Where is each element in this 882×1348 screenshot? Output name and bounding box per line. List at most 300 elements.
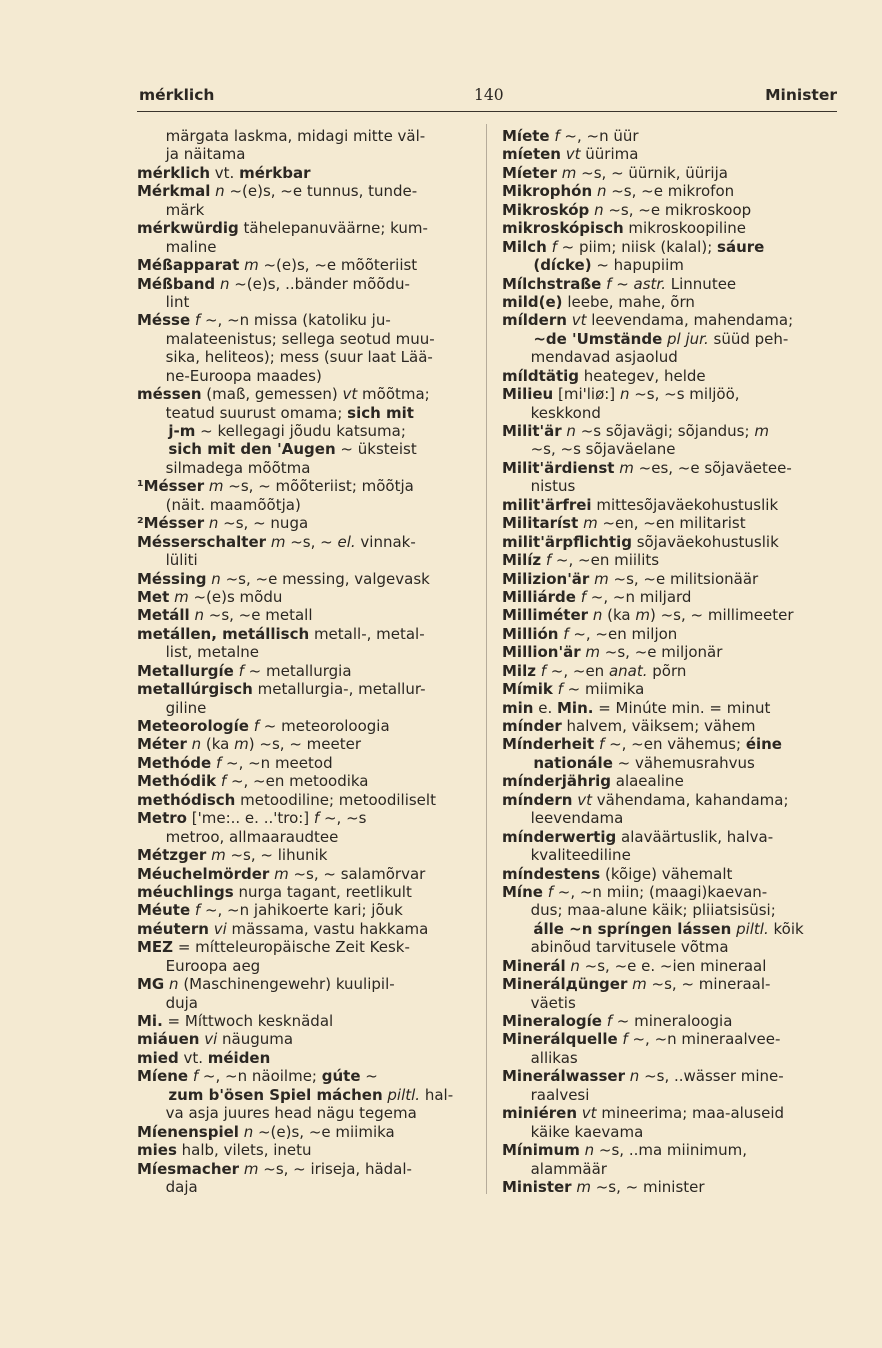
entry-line — [502, 238, 838, 256]
grammar-label: f — [238, 661, 244, 680]
entry-line — [137, 348, 477, 366]
entry-text: mittesõjaväekohustuslik — [591, 495, 779, 514]
entry-text: ~s, ~ minister — [590, 1177, 705, 1196]
entry-line — [502, 606, 838, 624]
entry-line — [502, 883, 838, 901]
entry-line — [137, 1104, 477, 1122]
grammar-label: n — [596, 182, 607, 201]
entry-text: mineerima; maa-aluseid — [596, 1104, 785, 1123]
headword: zum b'ösen Spiel máchen — [137, 1085, 383, 1104]
headword: Míete — [502, 127, 550, 145]
headword: mies — [137, 1141, 177, 1160]
entry-line — [137, 164, 477, 182]
entry-line — [502, 293, 838, 311]
grammar-label: m — [576, 1177, 591, 1196]
entry-line — [502, 662, 838, 680]
headword: Míene — [137, 1067, 189, 1086]
entry-text: e. — [533, 698, 557, 717]
entry-line — [137, 846, 477, 864]
entry-text: raalvesi — [502, 1085, 590, 1104]
entry-text: dus; maa-alune käik; pliiatsisüsi; — [502, 901, 776, 920]
entry-text: leevendama — [502, 809, 624, 828]
entry-line — [502, 477, 838, 495]
grammar-label: f — [606, 1012, 613, 1030]
entry-text: ~en, ~en militarist — [597, 514, 746, 533]
headword: j-m — [137, 422, 196, 440]
entry-text: nistus — [502, 477, 576, 496]
entry-line — [502, 717, 838, 735]
entry-line — [137, 938, 477, 956]
headword: milit'ärfrei — [502, 495, 592, 514]
headword: míldern — [502, 311, 567, 330]
entry-line — [502, 330, 838, 348]
entry-text: kõik — [768, 919, 804, 938]
headword: méssen — [137, 385, 202, 404]
entry-text: süüd peh- — [708, 329, 789, 348]
entry-text: alaealine — [610, 772, 684, 791]
entry-line — [137, 385, 477, 403]
grammar-label: f — [194, 901, 201, 920]
headword: mied — [137, 1048, 179, 1067]
entry-text: halb, vilets, inetu — [176, 1141, 312, 1160]
headword: Mínderheit — [502, 735, 595, 754]
entry-text: vähendama, kahandama; — [591, 790, 789, 809]
page-header — [0, 86, 882, 108]
grammar-label: n — [592, 606, 603, 625]
grammar-label: n — [566, 422, 576, 440]
headword: Mésse — [137, 311, 191, 330]
headword: Méter — [137, 735, 187, 754]
entry-line — [137, 367, 477, 385]
entry-line — [137, 404, 477, 422]
grammar-label: piltl. — [736, 919, 769, 938]
entry-line — [502, 311, 838, 329]
grammar-label: el. — [337, 532, 356, 551]
entry-line — [137, 901, 477, 919]
entry-text: ~s, ~ mõõteriist; mõõtja — [223, 477, 414, 496]
entry-text: (maß, gemessen) — [201, 385, 343, 404]
entry-line — [137, 145, 477, 163]
header-rule — [137, 111, 837, 112]
entry-text: ~s, ..wässer mine- — [639, 1067, 784, 1086]
entry-text: ~s, ~e mikroskoop — [603, 200, 752, 219]
entry-text: ~, ~en miljon — [568, 624, 678, 643]
headword: éine — [745, 735, 782, 754]
entry-line — [137, 127, 477, 145]
entry-text: ~ üksteist — [335, 440, 417, 459]
entry-text: ~s, ~ mineraal- — [646, 975, 771, 994]
entry-line — [502, 385, 838, 403]
headword: Minerálwasser — [502, 1067, 625, 1086]
entry-line — [502, 828, 838, 846]
headword: MG — [137, 975, 165, 994]
entry-line — [502, 440, 838, 458]
entry-line — [137, 883, 477, 901]
entry-text: mikroskoopiline — [623, 219, 746, 238]
grammar-label: m — [208, 477, 224, 496]
entry-line — [137, 1067, 477, 1085]
left-guideword: mérklich — [139, 86, 215, 104]
entry-line — [137, 1123, 477, 1141]
entry-line — [502, 865, 838, 883]
entry-line — [502, 735, 838, 753]
entry-text: üürima — [580, 145, 639, 164]
entry-text: (ka — [602, 606, 636, 625]
entry-text: heategev, helde — [579, 366, 706, 385]
entry-line — [502, 1049, 838, 1067]
entry-text: ne-Euroopa maades) — [137, 366, 322, 385]
entry-line — [137, 1049, 477, 1067]
grammar-label: f — [547, 882, 553, 901]
headword: Milliméter — [502, 606, 589, 625]
grammar-label: m — [274, 864, 289, 883]
grammar-label: m — [583, 514, 598, 533]
entry-text: väetis — [502, 993, 576, 1012]
headword: Methódik — [137, 772, 217, 791]
headword: (dícke) — [502, 256, 592, 275]
grammar-label: f — [554, 127, 560, 145]
entry-line — [502, 1104, 838, 1122]
headword: míeten — [502, 145, 561, 164]
entry-text: mässama, vastu hakkama — [226, 919, 429, 938]
entry-line — [137, 256, 477, 274]
entry-line — [502, 1086, 838, 1104]
grammar-label: m — [561, 163, 577, 182]
entry-line — [137, 182, 477, 200]
entry-text: ~ — [611, 274, 634, 293]
grammar-label: f — [622, 1030, 628, 1049]
left-column — [137, 127, 477, 1196]
grammar-label: f — [540, 661, 547, 680]
headword: Mérkmal — [137, 182, 211, 201]
headword: Mílchstraße — [502, 274, 602, 293]
column-divider — [486, 124, 487, 1194]
entry-text: ~s, ~ nuga — [218, 514, 309, 533]
entry-text: keskkond — [502, 403, 601, 422]
entry-line — [137, 643, 477, 661]
entry-text: ~ miimika — [562, 680, 645, 699]
entry-text: abinõud tarvitusele võtma — [502, 938, 729, 957]
entry-line — [502, 1178, 838, 1196]
entry-line — [137, 680, 477, 698]
entry-line — [502, 1141, 838, 1159]
headword: mérkbar — [239, 163, 311, 182]
entry-line — [502, 570, 838, 588]
headword: Minerálquelle — [502, 1030, 618, 1049]
entry-line — [137, 330, 477, 348]
entry-line — [502, 938, 838, 956]
grammar-label: n — [169, 975, 179, 994]
grammar-label: f — [253, 717, 260, 735]
headword: Méßapparat — [137, 256, 240, 275]
headword: Míenenspiel — [137, 1122, 239, 1141]
entry-text: alaväärtuslik, halva- — [616, 827, 774, 846]
headword: Mésserschalter — [137, 532, 267, 551]
grammar-label: f — [580, 587, 586, 606]
headword: ²Mésser — [137, 514, 205, 533]
entry-text: ~, ~n jahikoerte kari; jõuk — [200, 901, 403, 920]
right-guideword: Minister — [765, 86, 837, 104]
headword: Milliárde — [502, 587, 576, 606]
headword: metállen, metállisch — [137, 624, 310, 643]
entry-line — [137, 440, 477, 458]
entry-text: teatud suurust omama; — [137, 403, 348, 422]
entry-line — [502, 256, 838, 274]
headword: Metro — [137, 809, 187, 828]
entry-text: hal- — [420, 1085, 454, 1104]
entry-text: ~ hapupiim — [591, 256, 684, 275]
headword: Million'är — [502, 643, 581, 662]
entry-text: maline — [137, 237, 217, 256]
entry-text: ~, ~s — [319, 809, 367, 828]
entry-text: allikas — [502, 1048, 578, 1067]
headword: Míne — [502, 882, 543, 901]
entry-text: halvem, väiksem; vähem — [561, 717, 756, 735]
entry-text: = Míttwoch kesknädal — [162, 1012, 334, 1030]
headword: méutern — [137, 919, 209, 938]
headword: milit'ärpflichtig — [502, 532, 632, 551]
headword: Méßband — [137, 274, 216, 293]
entry-line — [137, 865, 477, 883]
headword: míndern — [502, 790, 573, 809]
entry-line — [137, 1178, 477, 1196]
entry-text: ja näitama — [137, 145, 246, 164]
grammar-label: n — [208, 514, 219, 533]
entry-text: ~, ~n mineraalvee- — [627, 1030, 781, 1049]
entry-text: ~s, ~s miljöö, — [629, 385, 740, 404]
entry-line — [137, 1160, 477, 1178]
entry-text: ~s, ~s sõjaväelane — [502, 440, 676, 459]
entry-text: ~s, ~e e. ~ien mineraal — [579, 956, 767, 975]
grammar-label: f — [313, 809, 320, 828]
headword: Metallurgíe — [137, 661, 234, 680]
entry-line — [502, 625, 838, 643]
grammar-label: f — [220, 772, 227, 791]
headword: Militaríst — [502, 514, 579, 533]
entry-text: vt. — [178, 1048, 208, 1067]
grammar-label: m — [234, 735, 249, 754]
entry-text: ~s, ~ salamõrvar — [288, 864, 426, 883]
headword: metallúrgisch — [137, 680, 253, 699]
entry-line — [502, 422, 838, 440]
entry-text: (ka — [201, 735, 235, 754]
entry-text: ~s, ~e mikrofon — [606, 182, 735, 201]
entry-line — [137, 477, 477, 495]
entry-text: Linnutee — [666, 274, 737, 293]
grammar-label: vt — [577, 790, 592, 809]
entry-line — [502, 699, 838, 717]
entry-line — [502, 201, 838, 219]
grammar-label: n — [191, 735, 202, 754]
entry-text: alammäär — [502, 1159, 607, 1178]
entry-text: märk — [137, 200, 205, 219]
entry-line — [502, 680, 838, 698]
entry-text: ~(e)s, ~e miimika — [253, 1122, 395, 1141]
grammar-label: n — [594, 200, 604, 219]
entry-text: vinnak- — [355, 532, 416, 551]
entry-line — [502, 219, 838, 237]
entry-text: = Minúte min. = minut — [593, 698, 771, 717]
entry-text: ~, ~en miilits — [551, 551, 660, 570]
grammar-label: n — [194, 606, 204, 625]
headword: mínderjährig — [502, 772, 611, 791]
entry-line — [137, 219, 477, 237]
grammar-label: m — [243, 1159, 259, 1178]
entry-text: giline — [137, 698, 207, 717]
headword: méiden — [207, 1048, 271, 1067]
headword: miáuen — [137, 1030, 200, 1049]
entry-text: ~s, ~ lihunik — [225, 846, 328, 865]
grammar-label: vi — [213, 919, 227, 938]
entry-text: ) ~s, ~ millimeeter — [649, 606, 794, 625]
headword: mild(e) — [502, 292, 563, 311]
entry-text: leevendama, mahendama; — [586, 311, 794, 330]
grammar-label: m — [632, 975, 647, 994]
headword: Milch — [502, 237, 547, 256]
headword: míldtätig — [502, 366, 579, 385]
entry-line — [502, 164, 838, 182]
entry-text: ~ metallurgia — [243, 661, 352, 680]
entry-text: metoodiline; metoodiliselt — [235, 790, 436, 809]
entry-line — [137, 293, 477, 311]
entry-line — [137, 809, 477, 827]
entry-line — [502, 514, 838, 532]
entry-text: ~, ~en — [546, 661, 609, 680]
entry-text: ~ kellegagi jõudu katsuma; — [195, 422, 406, 440]
entry-text: lint — [137, 292, 190, 311]
headword: ¹Mésser — [137, 477, 205, 496]
entry-text: ) ~s, ~ meeter — [248, 735, 362, 754]
page-number: 140 — [474, 86, 504, 104]
grammar-label: n — [215, 182, 225, 201]
entry-text: ~(e)s mõdu — [188, 587, 283, 606]
entry-line — [137, 735, 477, 753]
headword: Mineralogíe — [502, 1012, 602, 1030]
entry-text: va asja juures head nägu tegema — [137, 1104, 417, 1123]
headword: Mikroskóp — [502, 200, 590, 219]
entry-line — [137, 588, 477, 606]
headword: nationále — [502, 753, 613, 772]
headword: Meteorologíe — [137, 717, 249, 735]
entry-text: ~(e)s, ..bänder mõõdu- — [229, 274, 410, 293]
headword: Minister — [502, 1177, 572, 1196]
entry-text: nurga tagant, reetlikult — [233, 882, 412, 901]
entry-line — [137, 1141, 477, 1159]
entry-line — [502, 754, 838, 772]
entry-text: tähelepanuväärne; kum- — [238, 219, 428, 238]
entry-line — [137, 459, 477, 477]
entry-line — [502, 920, 838, 938]
entry-line — [137, 920, 477, 938]
grammar-label: n — [211, 569, 221, 588]
grammar-label: f — [194, 311, 201, 330]
entry-line — [502, 846, 838, 864]
headword: Milíz — [502, 551, 542, 570]
entry-line — [502, 957, 838, 975]
entry-text: ~ meteoroloogia — [259, 717, 390, 735]
grammar-label: n — [570, 956, 580, 975]
grammar-label: vt — [571, 311, 587, 330]
grammar-label: m — [211, 846, 226, 865]
grammar-label: pl jur. — [667, 329, 709, 348]
entry-text: leebe, mahe, õrn — [562, 292, 695, 311]
entry-text: ~ piim; niisk (kalal); — [556, 237, 718, 256]
entry-line — [502, 809, 838, 827]
entry-line — [137, 754, 477, 772]
entry-text: ~(e)s, ~e mõõteriist — [258, 256, 418, 275]
grammar-label: f — [192, 1067, 199, 1086]
entry-text: ~(e)s, ~e tunnus, tunde- — [224, 182, 418, 201]
entry-text: metall-, metal- — [309, 624, 425, 643]
entry-text: ~s, ~ — [285, 532, 338, 551]
headword: mikroskópisch — [502, 219, 624, 238]
entry-text: list, metalne — [137, 643, 259, 662]
headword: Míeter — [502, 163, 557, 182]
entry-line — [502, 182, 838, 200]
entry-text: metroo, allmaaraudtee — [137, 827, 339, 846]
grammar-label: m — [585, 643, 600, 662]
headword: mérkwürdig — [137, 219, 239, 238]
entry-text: ~s, ~e metall — [203, 606, 313, 625]
entry-text: ~, ~n miljard — [586, 587, 692, 606]
grammar-label: f — [557, 680, 563, 699]
entry-line — [502, 588, 838, 606]
entry-text: vt. — [210, 163, 240, 182]
entry-text: ~ — [360, 1067, 378, 1086]
grammar-label: m — [635, 606, 650, 625]
entry-line — [502, 496, 838, 514]
headword: Milieu — [502, 385, 554, 404]
entry-line — [502, 901, 838, 919]
entry-line — [502, 772, 838, 790]
entry-text: ~ vähemusrahvus — [612, 753, 755, 772]
headword: míndestens — [502, 864, 601, 883]
grammar-label: f — [563, 624, 569, 643]
entry-line — [137, 606, 477, 624]
entry-line — [137, 1012, 477, 1030]
entry-line — [137, 514, 477, 532]
entry-text: näuguma — [217, 1030, 294, 1049]
entry-text: ~es, ~e sõjaväetee- — [633, 458, 792, 477]
entry-line — [502, 367, 838, 385]
headword: Mímik — [502, 680, 553, 699]
entry-text: ~, ~n miin; (maagi)kaevan- — [552, 882, 768, 901]
headword: Mínimum — [502, 1141, 580, 1160]
entry-text: sika, heliteos); mess (suur laat Lää- — [137, 348, 433, 367]
entry-line — [502, 348, 838, 366]
grammar-label: n — [584, 1141, 595, 1160]
entry-text: ~s, ~e militsionäär — [608, 569, 759, 588]
entry-line — [137, 699, 477, 717]
entry-line — [137, 311, 477, 329]
entry-line — [502, 533, 838, 551]
headword: Méute — [137, 901, 191, 920]
entry-text: (näit. maamõõtja) — [137, 495, 301, 514]
entry-line — [137, 994, 477, 1012]
entry-line — [137, 662, 477, 680]
headword: Minerálдünger — [502, 975, 628, 994]
entry-text: ['me:.. e. ..'tro:] — [186, 809, 314, 828]
headword: Milit'är — [502, 422, 562, 440]
grammar-label: n — [219, 274, 230, 293]
entry-line — [137, 422, 477, 440]
grammar-label: m — [174, 587, 189, 606]
headword: sich mit den 'Augen — [137, 440, 336, 459]
entry-text: sõjaväekohustuslik — [631, 532, 779, 551]
grammar-label: m — [244, 256, 259, 275]
headword: Minerál — [502, 956, 566, 975]
headword: mínderwertig — [502, 827, 617, 846]
